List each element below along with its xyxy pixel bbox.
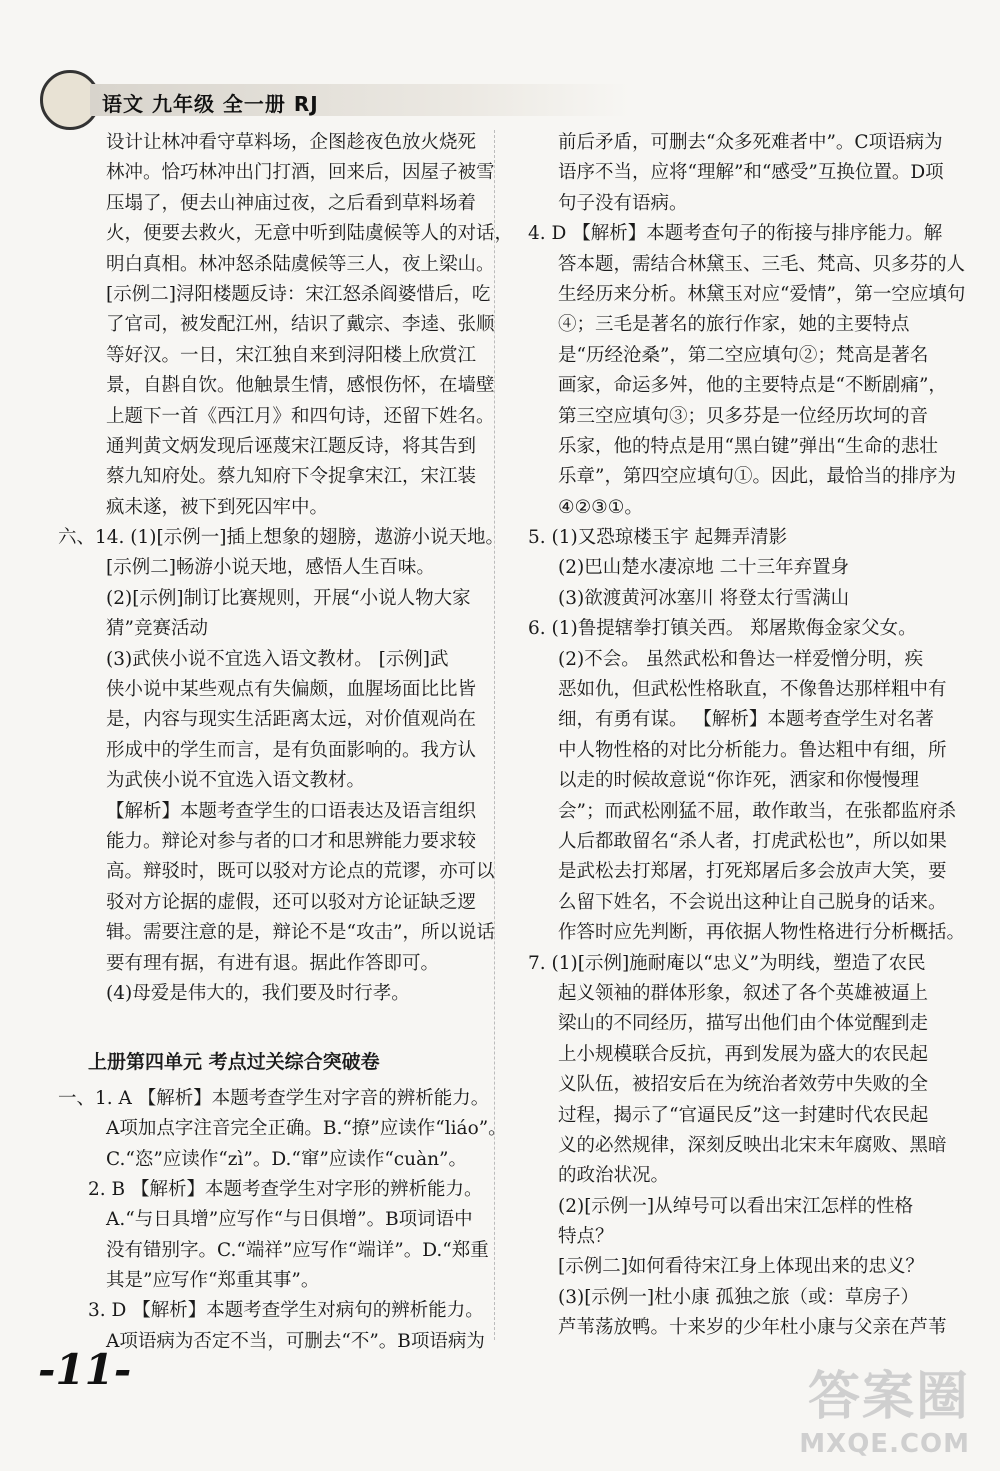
text-line: (2)巴山楚水凄凉地 二十三年弃置身: [558, 557, 850, 579]
text-line: 2. B 【解析】本题考查学生对字形的辨析能力。: [88, 1178, 483, 1200]
text-line: 没有错别字。C.“端祥”应写作“端详”。D.“郑重: [106, 1239, 489, 1261]
text-line: 乐章”，第四空应填句①。因此，最恰当的排序为: [558, 466, 956, 488]
text-line: 过程，揭示了“官逼民反”这一封建时代农民起: [558, 1104, 929, 1126]
text-line: 其是”应写作“郑重其事”。: [106, 1270, 320, 1292]
text-line: 设计让林冲看守草料场，企图趁夜色放火烧死: [106, 132, 477, 153]
page-number: -11-: [38, 1345, 132, 1394]
book-title: 语文 九年级 全一册 RJ: [102, 92, 319, 116]
text-line: 通判黄文炳发现后诬蔑宋江题反诗，将其告到: [106, 435, 477, 457]
text-line: 6. (1)鲁提辖拳打镇关西。 郑屠欺侮金家父女。: [528, 618, 917, 640]
text-line: 语序不当，应将“理解”和“感受”互换位置。D项: [558, 162, 944, 184]
right-column: [528, 128, 966, 1344]
text-line: 驳对方论据的虚假，还可以驳对方论证缺乏逻: [106, 891, 477, 913]
text-line: 上小规模联合反抗，再到发展为盛大的农民起: [558, 1043, 929, 1065]
text-line: 辑。需要注意的是，辩论不是“攻击”，所以说话: [106, 922, 495, 944]
text-line: 中人物性格的对比分析能力。鲁达粗中有细，所: [558, 739, 947, 761]
text-line: A项语病为否定不当，可删去“不”。B项语病为: [106, 1330, 485, 1352]
text-line: 前后矛盾，可删去“众多死难者中”。C项语病为: [558, 132, 943, 153]
text-line: 7. (1)[示例]施耐庵以“忠义”为明线，塑造了农民: [528, 952, 926, 974]
text-line: 形成中的学生而言，是有负面影响的。我方认: [106, 739, 477, 761]
text-line: 是“历经沧桑”，第二空应填句②；梵高是著名: [558, 344, 929, 366]
text-line: (3)欲渡黄河冰塞川 将登太行雪满山: [558, 587, 850, 609]
section-title: 上册第四单元 考点过关综合突破卷: [88, 1051, 380, 1074]
text-line: 人后都敢留名“杀人者，打虎武松也”，所以如果: [558, 830, 947, 852]
watermark: [799, 1354, 970, 1459]
text-line: 侠小说中某些观点有失偏颇，血腥场面比比皆: [106, 679, 477, 701]
text-line: (3)武侠小说不宜选入语文教材。 [示例]武: [106, 648, 449, 670]
text-line: 画家，命运多舛，他的主要特点是“不断剧痛”，: [558, 375, 947, 397]
text-line: A项加点字注音完全正确。B.“撩”应读作“liáo”。: [106, 1118, 507, 1140]
text-line: 特点？: [558, 1226, 614, 1248]
text-line: 的政治状况。: [558, 1165, 670, 1187]
text-line: (4)母爱是伟大的，我们要及时行孝。: [106, 982, 410, 1004]
text-line: 林冲。恰巧林冲出门打酒，回来后，因屋子被雪: [106, 162, 495, 184]
text-line: 为武侠小说不宜选入语文教材。: [106, 770, 366, 792]
text-line: 六、14. (1)[示例一]插上想象的翅膀，遨游小说天地。: [58, 527, 504, 549]
column-divider: [494, 130, 495, 1340]
text-line: 火，便要去救火，无意中听到陆虞候等人的对话，: [106, 223, 514, 245]
text-line: 5. (1)又恐琼楼玉宇 起舞弄清影: [528, 527, 788, 549]
text-line: 第三空应填句③；贝多芬是一位经历坎坷的音: [558, 405, 929, 427]
text-line: 【解析】本题考查学生的口语表达及语言组织: [106, 800, 477, 822]
text-line: 细，有勇有谋。 【解析】本题考查学生对名著: [558, 709, 934, 731]
text-line: (2)不会。 虽然武松和鲁达一样爱憎分明，疾: [558, 648, 924, 670]
text-line: (3)[示例一]杜小康 孤独之旅（或：草房子）: [558, 1286, 920, 1308]
text-line: 了官司，被发配江州，结识了戴宗、李逵、张顺: [106, 314, 495, 336]
text-line: 生经历来分析。林黛玉对应“爱情”，第一空应填句: [558, 283, 966, 305]
text-line: 起义领袖的群体形象，叙述了各个英雄被逼上: [558, 982, 929, 1004]
text-line: 一、1. A 【解析】本题考查学生对字音的辨析能力。: [58, 1087, 490, 1109]
text-line: 景，自斟自饮。他触景生情，感恨伤怀，在墙壁: [106, 375, 495, 397]
text-line: 是，内容与现实生活距离太远，对价值观尚在: [106, 709, 477, 731]
page-header: [40, 70, 640, 130]
text-line: [示例二]浔阳楼题反诗：宋江怒杀阎婆惜后，吃: [106, 283, 491, 305]
text-line: 会”；而武松刚猛不屈，敢作敢当，在张都监府杀: [558, 800, 956, 822]
text-line: 义的必然规律，深刻反映出北宋末年腐败、黑暗: [558, 1134, 947, 1156]
watermark-url: MXQE.COM: [799, 1429, 970, 1459]
text-line: 压塌了，便去山神庙过夜，之后看到草料场着: [106, 192, 477, 214]
text-line: 等好汉。一日，宋江独自来到浔阳楼上欣赏江: [106, 344, 477, 366]
text-line: 上题下一首《西江月》和四句诗，还留下姓名。: [106, 405, 495, 427]
text-line: ④②③①。: [558, 496, 643, 518]
text-line: 句子没有语病。: [558, 192, 688, 214]
text-line: A.“与日具增”应写作“与日俱增”。B项词语中: [106, 1209, 473, 1231]
text-line: C.“恣”应读作“zì”。D.“窜”应读作“cuàn”。: [106, 1148, 467, 1170]
text-line: 疯未遂，被下到死囚牢中。: [106, 496, 329, 518]
text-line: [示例二]畅游小说天地，感悟人生百味。: [106, 557, 435, 579]
text-line: ④；三毛是著名的旅行作家，她的主要特点: [558, 314, 910, 336]
text-line: 以走的时候故意说“你诈死，洒家和你慢慢理: [558, 770, 919, 792]
text-line: 恶如仇，但武松性格耿直，不像鲁达那样粗中有: [558, 679, 947, 701]
text-line: 3. D 【解析】本题考查学生对病句的辨析能力。: [88, 1300, 484, 1322]
text-line: (2)[示例一]从绰号可以看出宋江怎样的性格: [558, 1195, 914, 1217]
text-line: 蔡九知府处。蔡九知府下令捉拿宋江，宋江装: [106, 466, 477, 488]
text-line: 明白真相。林冲怒杀陆虞候等三人，夜上梁山。: [106, 253, 495, 275]
text-line: 作答时应先判断，再依据人物性格进行分析概括。: [558, 922, 966, 944]
text-line: 答本题，需结合林黛玉、三毛、梵高、贝多芬的人: [558, 253, 966, 275]
watermark-main: 答案圈: [807, 1367, 970, 1427]
text-line: 猜”竞赛活动: [106, 618, 208, 640]
left-column: [58, 128, 514, 1357]
text-line: 4. D 【解析】本题考查句子的衔接与排序能力。解: [528, 223, 943, 245]
text-line: 能力。辩论对参与者的口才和思辨能力要求较: [106, 830, 477, 852]
text-line: 么留下姓名，不会说出这种让自己脱身的话来。: [558, 891, 947, 913]
text-line: 要有理有据，有进有退。据此作答即可。: [106, 952, 440, 974]
text-line: 芦苇荡放鸭。十来岁的少年杜小康与父亲在芦苇: [558, 1317, 947, 1339]
text-line: 高。辩驳时，既可以驳对方论点的荒谬，亦可以: [106, 861, 495, 883]
text-line: 是武松去打郑屠，打死郑屠后多会放声大笑，要: [558, 861, 947, 883]
text-line: 梁山的不同经历，描写出他们由个体觉醒到走: [558, 1013, 929, 1035]
text-line: 义队伍，被招安后在为统治者效劳中失败的全: [558, 1074, 929, 1096]
text-line: 乐家，他的特点是用“黑白键”弹出“生命的悲壮: [558, 435, 938, 457]
text-line: [示例二]如何看待宋江身上体现出来的忠义？: [558, 1256, 924, 1278]
text-line: (2)[示例]制订比赛规则，开展“小说人物大家: [106, 587, 471, 609]
